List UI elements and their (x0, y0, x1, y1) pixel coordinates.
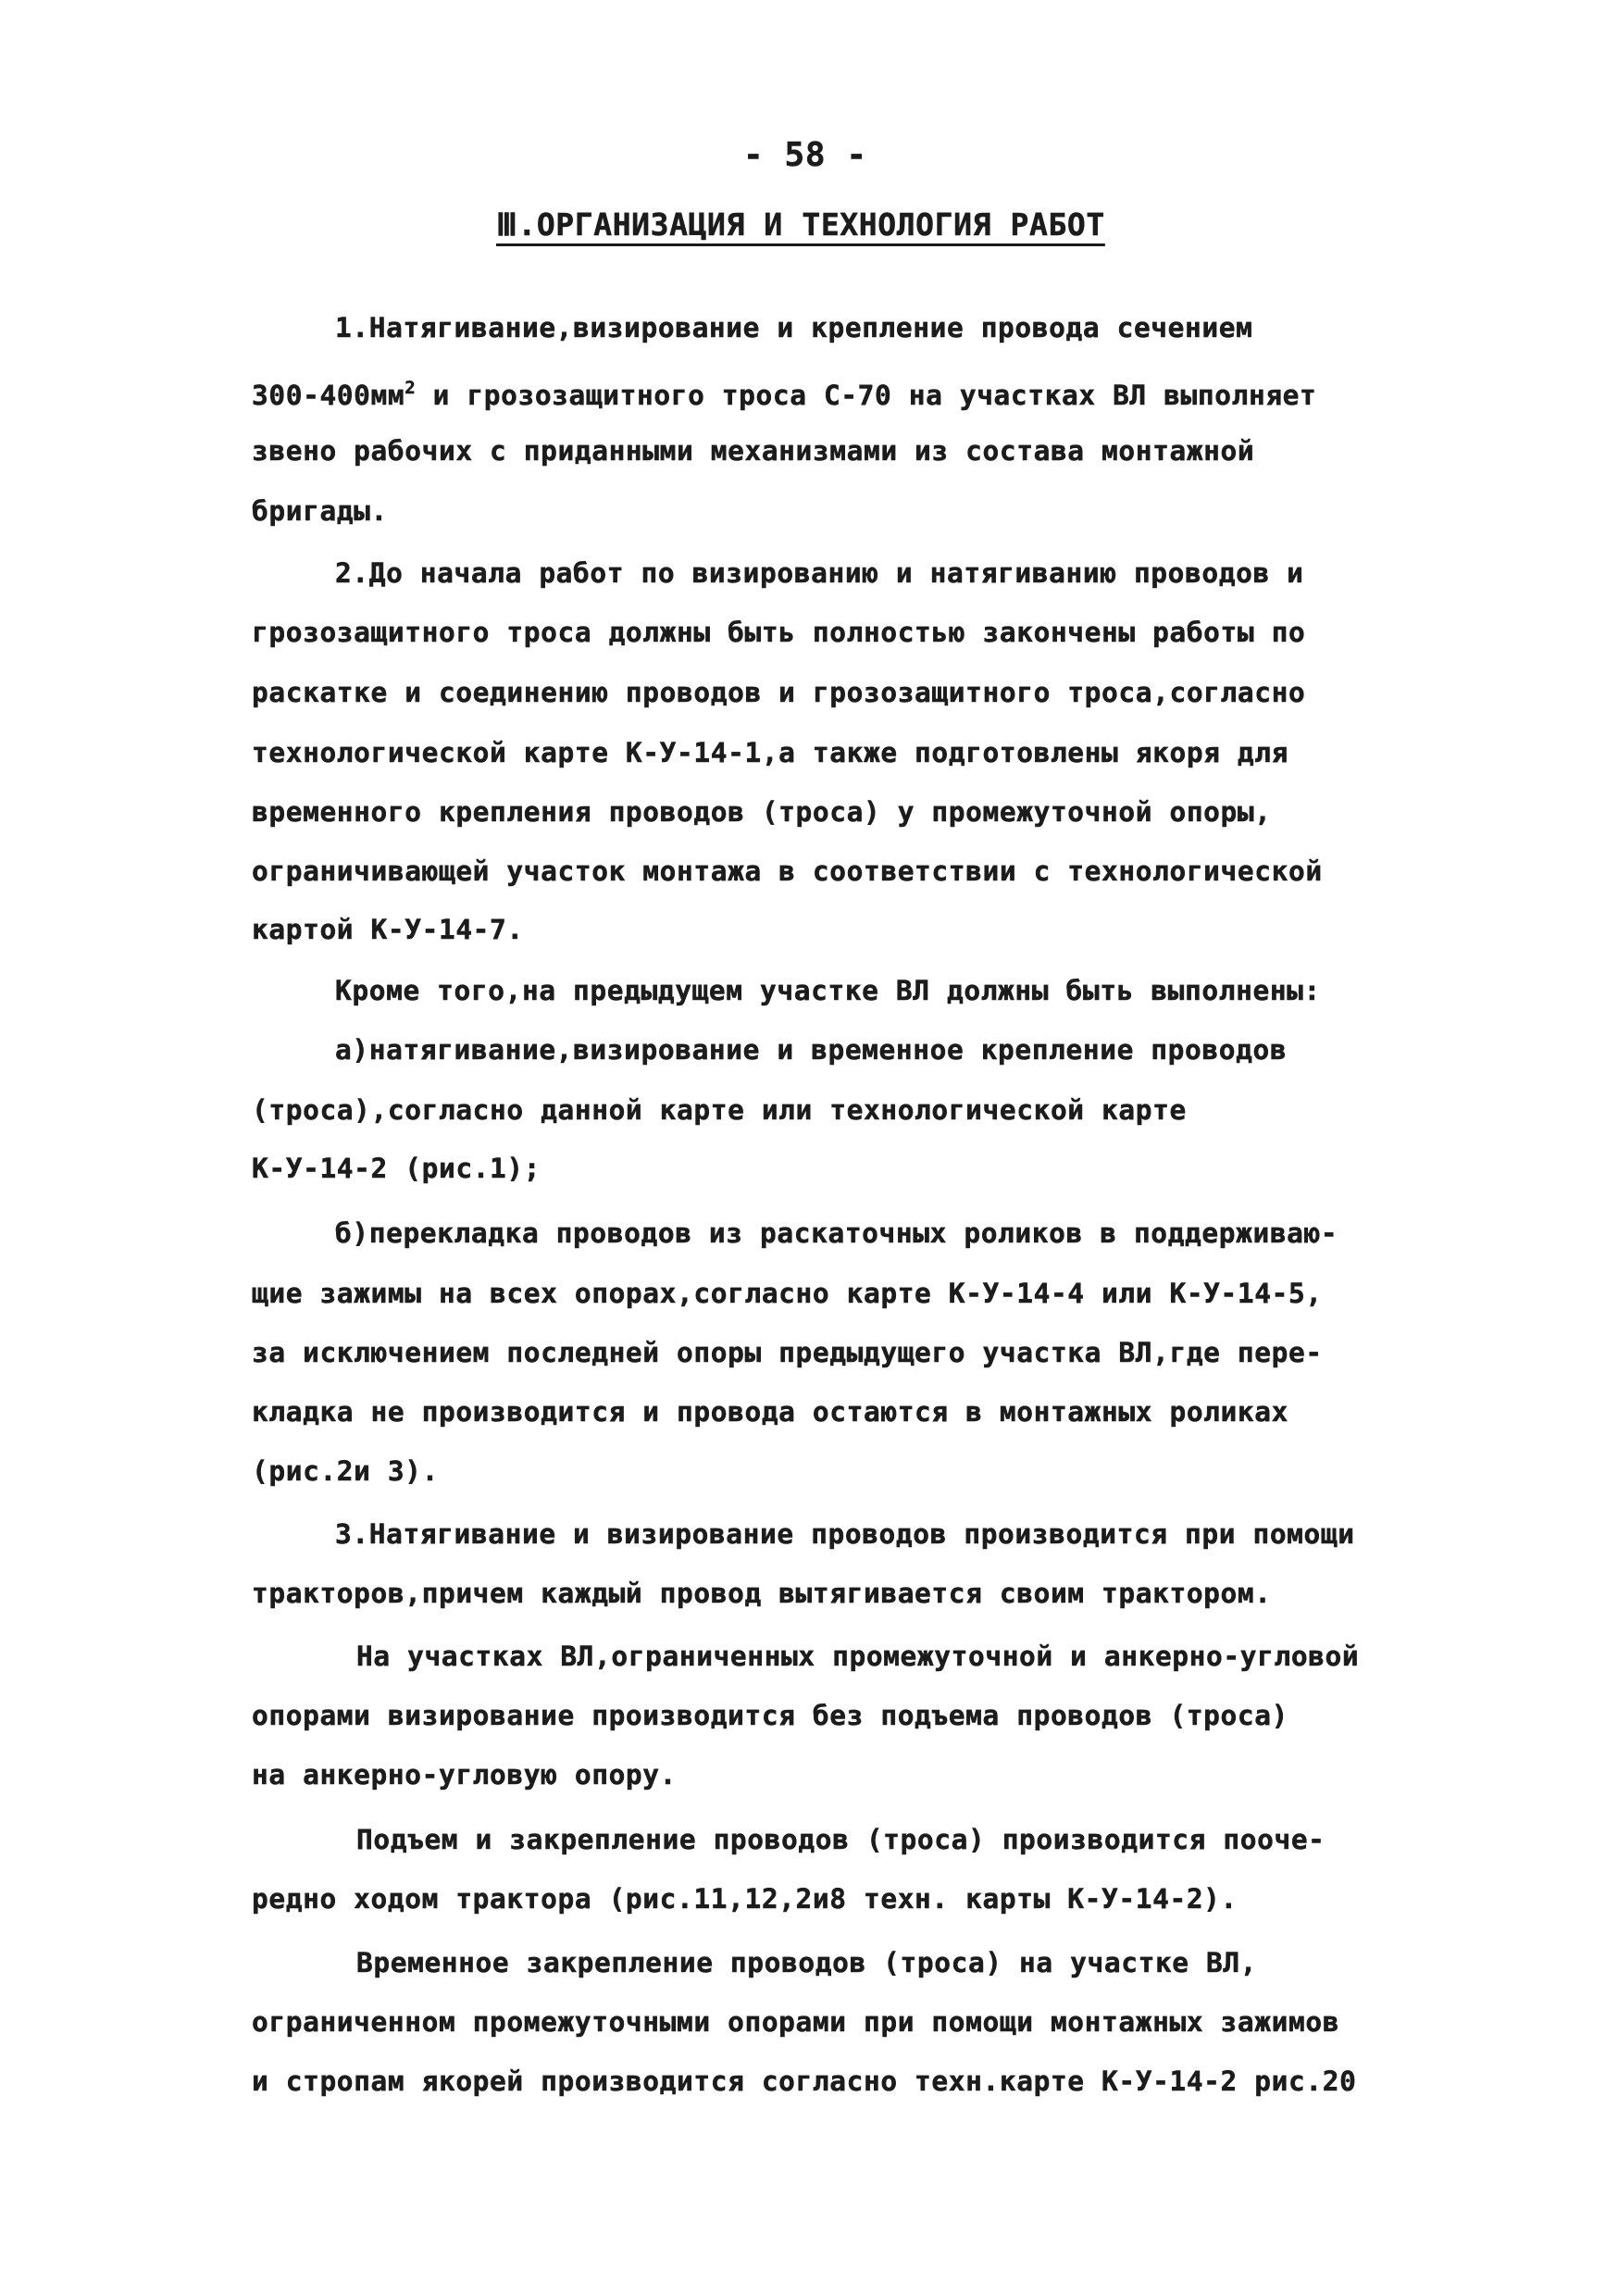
section-title: Ⅲ.ОРГАНИЗАЦИЯ И ТЕХНОЛОГИЯ РАБОТ (496, 206, 1105, 243)
text-line: и стропам якорей производится согласно техн.карте К-У-14-2 рис.20 (252, 2065, 1357, 2097)
text-line: тракторов,причем каждый провод вытягивается своим трактором. (252, 1578, 1272, 1609)
page-number: - 58 - (743, 136, 867, 174)
text-line: На участках ВЛ,ограниченных промежуточной и анкерно-угловой (356, 1641, 1360, 1672)
text-line: 3.Натягивание и визирование проводов производится при помощи (335, 1518, 1355, 1550)
text-line: звено рабочих с приданными механизмами из состава монтажной (252, 435, 1255, 467)
text-line: ограничивающей участок монтажа в соответствии с технологической (252, 855, 1323, 887)
text-line: раскатке и соединению проводов и грозозащитного троса,согласно (252, 677, 1306, 708)
text-line: Временное закрепление проводов (троса) на участке ВЛ, (356, 1947, 1258, 1978)
text-line: на анкерно-угловую опору. (252, 1759, 678, 1791)
text-line: за исключением последней опоры предыдущего участка ВЛ,где пере- (252, 1337, 1323, 1368)
text-line: технологической карте К-У-14-1,а также подготовлены якоря для (252, 737, 1288, 768)
text-line: 1.Натягивание,визирование и крепление провода сечением (335, 312, 1253, 343)
text-line: редно ходом трактора (рис.11,12,2и8 техн. карты К-У-14-2). (252, 1883, 1238, 1915)
text-fragment: и грозозащитного троса С-70 на участках ВЛ выполняет (416, 380, 1317, 411)
text-line: опорами визирование производится без подъема проводов (троса) (252, 1700, 1288, 1731)
text-line: бригады. (252, 495, 388, 527)
text-line: а)натягивание,визирование и временное крепление проводов (335, 1034, 1288, 1066)
superscript: 2 (404, 378, 417, 398)
text-line: картой К-У-14-7. (252, 914, 524, 945)
text-line: временного крепления проводов (троса) у промежуточной опоры, (252, 796, 1272, 828)
text-line: Подъем и закрепление проводов (троса) производится поочe- (356, 1824, 1326, 1855)
text-line: грозозащитного троса должны быть полностью закончены работы по (252, 617, 1306, 648)
text-line (252, 380, 1316, 410)
text-fragment: 300-400мм (252, 380, 405, 411)
text-line: Кроме того,на предыдущем участке ВЛ должны быть выполнены: (335, 975, 1321, 1006)
text-line: 2.До начала работ по визированию и натягиванию проводов и (335, 557, 1304, 589)
text-line: (рис.2и 3). (252, 1455, 439, 1487)
text-line: (троса),согласно данной карте или технологической карте (252, 1094, 1187, 1126)
text-line: ограниченном промежуточными опорами при помощи монтажных зажимов (252, 2006, 1340, 2038)
text-line: К-У-14-2 (рис.1); (252, 1153, 541, 1184)
text-line: б)перекладка проводов из раскаточных роликов в поддерживаю- (335, 1217, 1338, 1249)
text-line: кладка не производится и провода остаются в монтажных роликах (252, 1396, 1288, 1428)
text-line: щие зажимы на всех опорах,согласно карте К-У-14-4 или К-У-14-5, (252, 1278, 1323, 1309)
